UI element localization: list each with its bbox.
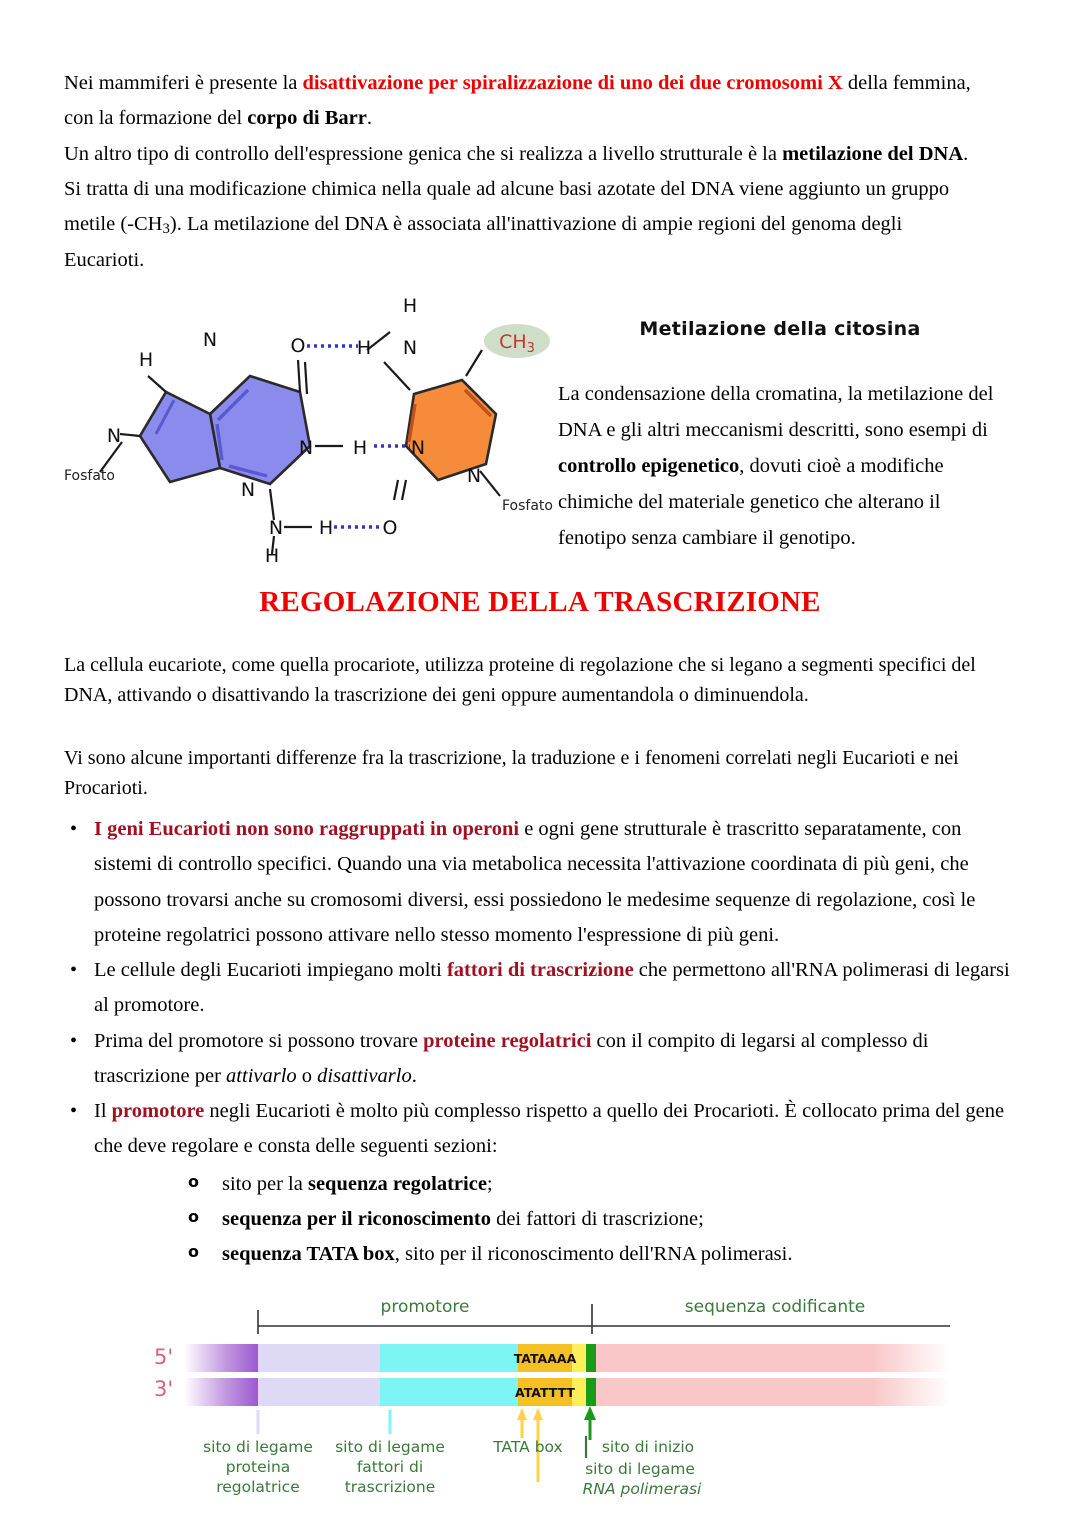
- tata-box-text-top: TATAAAA: [513, 1351, 577, 1366]
- atom-h-amine: H: [402, 295, 418, 317]
- section-title: REGOLAZIONE DELLA TRASCRIZIONE: [259, 586, 821, 618]
- sub-list-item: [188, 1237, 1014, 1272]
- sub-bullet-marker: o: [188, 1171, 199, 1191]
- label-3-prime: 3': [154, 1377, 174, 1401]
- bullet-3-highlight: promotore: [111, 1100, 205, 1122]
- list-item: [64, 1024, 1014, 1095]
- bottom-purple-segment: [184, 1378, 258, 1406]
- bond-c-o: [298, 360, 300, 392]
- atom-o-carbonyl: O: [290, 335, 306, 357]
- bullet-3-text: negli Eucarioti è molto più complesso rispetto a quello dei Procarioti. È collocato prima del gene che deve regolare e consta delle seguenti sezioni:: [94, 1100, 1005, 1158]
- sub-0-bold: sequenza regolatrice: [307, 1172, 487, 1195]
- bond-fosfato-right: [480, 471, 500, 496]
- bullet-marker: •: [70, 818, 78, 840]
- sub-list: [94, 1167, 1014, 1273]
- p1-highlight: disattivazione per spiralizzazione di uno dei due cromosomi X: [302, 72, 843, 94]
- bond-n-amine: [270, 489, 274, 520]
- label-rna-polimerasi: RNA polimerasi: [582, 1480, 702, 1497]
- label-sito-legame-fattori-3: trascrizione: [344, 1478, 436, 1496]
- side-bold: controllo epigenetico: [558, 455, 740, 478]
- atom-h-bottom-bond: H: [318, 517, 334, 539]
- label-sito-legame-fattori-2: fattori di: [356, 1458, 424, 1476]
- p1-part-e: .: [366, 107, 372, 130]
- bullet-1-pre: Le cellule degli Eucarioti impiegano molti: [94, 959, 447, 981]
- bullet-0-text: e ogni gene strutturale è trascritto separatamente, con sistemi di controllo specifici. Quando una via metabolica necessita l'attivazione coordinata di più geni, che possono trovarsi anche su cromosomi diversi, essi possiedono le medesime sequenze di regolazione, così le proteine regolatrici possono attivare nello stesso momento l'espressione di più geni.: [94, 818, 976, 946]
- bond-cyt-o: [402, 480, 406, 500]
- bullet-2-text: .: [411, 1064, 417, 1087]
- top-purple-segment: [184, 1344, 258, 1372]
- bottom-lavender-segment: [258, 1378, 380, 1406]
- top-start-site-bar: [586, 1344, 596, 1372]
- atom-h-bottom: H: [264, 545, 280, 562]
- sub-bullet-marker: o: [188, 1242, 199, 1261]
- atom-n-amine: N: [402, 337, 418, 359]
- pointer-arrowheads: [517, 1408, 543, 1420]
- paragraph-1: [64, 66, 982, 137]
- label-sito-legame-proteina-1: sito di legame: [203, 1438, 313, 1456]
- bullet-2-pre: Prima del promotore si possono trovare: [94, 1029, 424, 1052]
- label-sito-legame-rnapol-1: sito di legame: [585, 1460, 695, 1478]
- bullet-2-italic-2: disattivarlo: [317, 1064, 412, 1087]
- atom-n-imidazole-top: N: [202, 329, 218, 351]
- bottom-coding-segment: [596, 1378, 950, 1406]
- atom-n-cyt-mid: N: [410, 437, 426, 459]
- sub-1-post: dei fattori di trascrizione;: [490, 1207, 704, 1230]
- side-part-a: La condensazione della cromatina, la metilazione del DNA e gli altri meccanismi descritti, sono esempi di: [558, 383, 994, 442]
- paragraph-regolazione-1: La cellula eucariote, come quella procariote, utilizza proteine di regolazione che si legano a segmenti specifici del DNA, attivando o disattivando la trascrizione dei geni oppure aumentandola o diminuendola.: [64, 654, 976, 706]
- purine-five-ring: [140, 392, 220, 482]
- atom-n-purine: N: [298, 437, 314, 459]
- paragraph-regolazione-2: Vi sono alcune importanti differenze fra la trascrizione, la traduzione e i fenomeni correlati negli Eucarioti e nei Procarioti.: [64, 747, 959, 799]
- list-item: [64, 953, 1014, 1024]
- methylated-cytosine-diagram: [62, 284, 562, 562]
- bullet-2-italic-1: attivarlo: [226, 1064, 297, 1087]
- label-sito-legame-proteina-2: proteina: [225, 1458, 291, 1476]
- atom-n-imidazole-bottom: N: [106, 425, 122, 447]
- bond-n-imid: [120, 434, 140, 436]
- bullet-1-text: che permettono all'RNA polimerasi di legarsi al promotore.: [94, 959, 1010, 1017]
- p2-part-c: . Si tratta di una modificazione chimica nella quale ad alcune basi azotate del DNA viene aggiunto un gruppo metile (-CH: [64, 142, 969, 235]
- bullet-1-highlight: fattori di trascrizione: [446, 959, 634, 981]
- bullet-marker: •: [70, 959, 78, 981]
- side-paragraph: [558, 376, 998, 556]
- atom-n-amine-bottom: N: [268, 517, 284, 539]
- list-item: [64, 1094, 1014, 1272]
- ruler-labels: [381, 1297, 866, 1317]
- label-sito-inizio: sito di inizio: [601, 1438, 695, 1456]
- bullet-2-highlight: proteine regolatrici: [423, 1029, 592, 1052]
- top-cyan-segment: [380, 1344, 518, 1372]
- bottom-cyan-segment: [380, 1378, 518, 1406]
- pyrimidine-ring-group: [406, 380, 496, 480]
- bond-ch3: [466, 350, 482, 376]
- label-sequenza-codificante: sequenza codificante: [684, 1297, 866, 1317]
- side-part-c: , dovuti cioè a modifiche chimiche del materiale genetico che alterano il fenotipo senza cambiare il genotipo.: [558, 455, 944, 550]
- gene-promoter-diagram: [140, 1282, 950, 1497]
- p1-part-c: della femmina, con la formazione del: [64, 72, 971, 130]
- bullet-2-mid: con il compito di legarsi al complesso di trascrizione per: [94, 1029, 929, 1087]
- p2-bold: metilazione del DNA: [782, 142, 964, 165]
- sub-1-bold: sequenza per il riconoscimento: [222, 1207, 491, 1230]
- ch3-label: $CH_3$: [499, 331, 535, 356]
- sub-0-post: ;: [486, 1172, 493, 1195]
- tata-box-text-bottom: ATATTTT: [515, 1385, 575, 1400]
- dna-strand-bottom: [184, 1378, 950, 1406]
- p2-subscript: 3: [162, 221, 170, 238]
- p2-part-d: ). La metilazione del DNA è associata all'inattivazione di ampie regioni del genoma degli Eucarioti.: [64, 213, 903, 271]
- bullet-marker: •: [70, 1029, 78, 1052]
- atom-o-cyt: O: [382, 517, 398, 539]
- bullet-3-pre: Il: [94, 1100, 112, 1122]
- arrowhead-rnapol: [533, 1408, 543, 1420]
- strand-labels: [154, 1345, 173, 1401]
- arrowhead-inizio: [584, 1406, 596, 1420]
- sub-2-post: , sito per il riconoscimento dell'RNA polimerasi.: [394, 1243, 793, 1265]
- label-tata-box: TATA box: [493, 1438, 563, 1456]
- fosfato-left-label: Fosfato: [64, 468, 115, 484]
- p2-part-a: Un altro tipo di controllo dell'espressione genica che si realizza a livello strutturale è la: [64, 142, 783, 165]
- arrowhead-tata: [517, 1408, 527, 1420]
- diagram-bottom-labels: [203, 1438, 702, 1497]
- sub-list-item: [188, 1167, 1014, 1202]
- bullet-marker: •: [70, 1100, 78, 1122]
- bullet-2-mid2: o: [296, 1064, 318, 1087]
- sub-2-bold: sequenza TATA box: [222, 1243, 395, 1265]
- bond-h-to-ring: [148, 376, 166, 392]
- label-promotore: promotore: [380, 1297, 470, 1317]
- sub-0-pre: sito per la: [222, 1172, 308, 1195]
- label-sito-legame-fattori-1: sito di legame: [335, 1438, 445, 1456]
- p1-part-a: Nei mammiferi è presente la: [64, 72, 303, 94]
- fosfato-right-label: Fosfato: [502, 498, 553, 514]
- atom-h-topleft: H: [138, 349, 154, 371]
- top-coding-segment: [596, 1344, 950, 1372]
- atom-n-ring-lower: N: [240, 479, 256, 501]
- purine-six-ring: [210, 376, 310, 484]
- bond-cyt-o-double: [394, 480, 398, 500]
- bottom-start-site-bar: [586, 1378, 596, 1406]
- dna-strand-top: [184, 1344, 950, 1372]
- paragraph-2: [64, 137, 982, 278]
- atom-h-mid: H: [352, 437, 368, 459]
- top-lavender-segment: [258, 1344, 380, 1372]
- intro-paragraphs: [64, 66, 982, 278]
- atom-n-cyt-bottom: N: [466, 465, 482, 487]
- bullet-0-highlight: I geni Eucarioti non sono raggruppati in operoni: [94, 818, 520, 840]
- label-5-prime: 5': [154, 1345, 174, 1369]
- sub-bullet-marker: o: [188, 1206, 199, 1226]
- bullet-list: [64, 812, 1014, 1272]
- atom-h-top: H: [356, 337, 372, 359]
- list-item: [64, 812, 1014, 953]
- bond-c-o-double: [305, 362, 307, 394]
- label-sito-legame-proteina-3: regolatrice: [216, 1478, 300, 1496]
- cytosine-ring: [406, 380, 496, 480]
- sub-list-item: [188, 1202, 1014, 1237]
- figure-caption: Metilazione della citosina: [639, 318, 921, 340]
- p1-bold: corpo di Barr: [247, 107, 367, 130]
- bond-n-to-cyt: [384, 362, 410, 390]
